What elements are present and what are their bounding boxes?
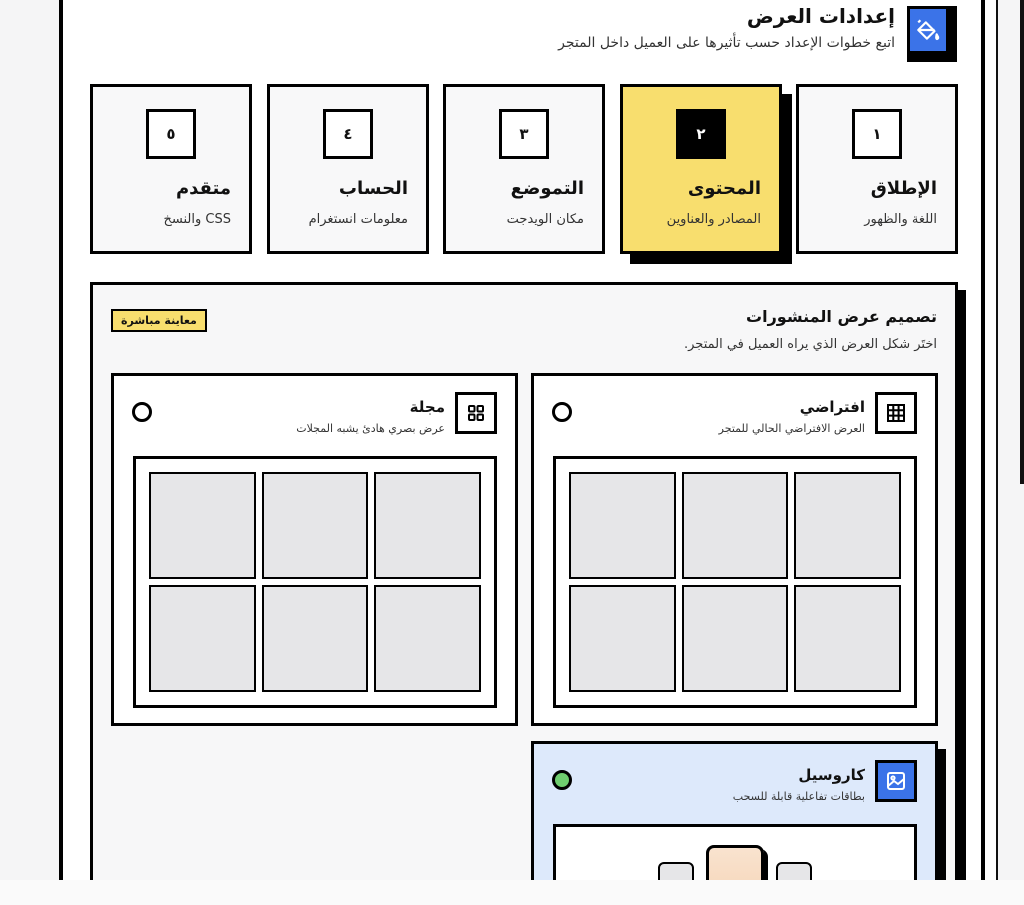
option-subtitle: بطاقات تفاعلية قابلة للسحب	[732, 790, 865, 803]
step-account[interactable]	[267, 84, 429, 254]
preview-tile	[569, 472, 676, 579]
preview-tile	[262, 585, 369, 692]
section-subtitle: اختَر شكل العرض الذي يراه العميل في المتجر.	[684, 337, 937, 352]
step-subtitle: مكان الويدجت	[506, 212, 584, 227]
preview-tile	[569, 585, 676, 692]
step-positioning[interactable]	[443, 84, 605, 254]
carousel-card-right	[776, 862, 812, 880]
carousel-card-left	[658, 862, 694, 880]
tiles-icon	[455, 392, 497, 434]
step-launch[interactable]	[796, 84, 958, 254]
step-subtitle: اللغة والظهور	[864, 212, 937, 227]
paint-bucket-icon	[907, 6, 949, 54]
option-subtitle: عرض بصري هادئ يشبه المجلات	[296, 422, 445, 435]
step-content[interactable]	[620, 84, 782, 254]
option-preview	[133, 456, 497, 708]
option-carousel[interactable]	[531, 741, 938, 880]
option-magazine[interactable]	[111, 373, 518, 726]
carousel-card-center	[706, 845, 764, 880]
preview-tile	[794, 472, 901, 579]
step-advanced[interactable]	[90, 84, 252, 254]
left-background	[0, 0, 59, 880]
option-radio[interactable]	[132, 402, 152, 422]
step-title: المحتوى	[687, 178, 761, 199]
preview-tile	[794, 585, 901, 692]
step-subtitle: معلومات انستغرام	[308, 212, 408, 227]
preview-tile	[262, 472, 369, 579]
step-title: التموضع	[510, 178, 584, 199]
option-preview	[553, 456, 917, 708]
step-title: الإطلاق	[870, 178, 937, 199]
step-number: ١	[852, 109, 902, 159]
live-preview-badge[interactable]: معاينة مباشرة	[111, 309, 207, 332]
page-subtitle: اتبع خطوات الإعداد حسب تأثيرها على العميل داخل المتجر	[558, 35, 895, 51]
option-radio[interactable]	[552, 402, 572, 422]
option-title: مجلة	[409, 398, 445, 416]
option-radio[interactable]	[552, 770, 572, 790]
right-sidebar	[996, 0, 1024, 880]
preview-tile	[374, 585, 481, 692]
preview-tile	[682, 585, 789, 692]
step-title: متقدم	[175, 178, 231, 199]
preview-tile	[682, 472, 789, 579]
step-number: ٤	[323, 109, 373, 159]
option-title: افتراضي	[799, 398, 865, 416]
preview-tile	[149, 585, 256, 692]
grid-icon	[875, 392, 917, 434]
settings-panel	[59, 0, 985, 880]
option-title: كاروسيل	[798, 766, 865, 784]
step-number: ٥	[146, 109, 196, 159]
display-design-card	[90, 282, 958, 880]
preview-tile	[374, 472, 481, 579]
image-icon	[875, 760, 917, 802]
header-icon-frame	[907, 6, 957, 62]
step-number: ٢	[676, 109, 726, 159]
step-subtitle: المصادر والعناوين	[666, 212, 761, 227]
right-gap	[985, 0, 996, 880]
scrollbar[interactable]	[1020, 0, 1024, 484]
step-subtitle: CSS والنسخ	[163, 212, 231, 227]
bottom-background	[0, 880, 1024, 905]
section-title: تصميم عرض المنشورات	[746, 307, 937, 326]
option-preview	[553, 824, 917, 880]
page-title: إعدادات العرض	[746, 4, 895, 28]
option-default[interactable]	[531, 373, 938, 726]
option-subtitle: العرض الافتراضي الحالي للمتجر	[718, 422, 865, 435]
step-title: الحساب	[338, 178, 408, 199]
preview-tile	[149, 472, 256, 579]
step-number: ٣	[499, 109, 549, 159]
